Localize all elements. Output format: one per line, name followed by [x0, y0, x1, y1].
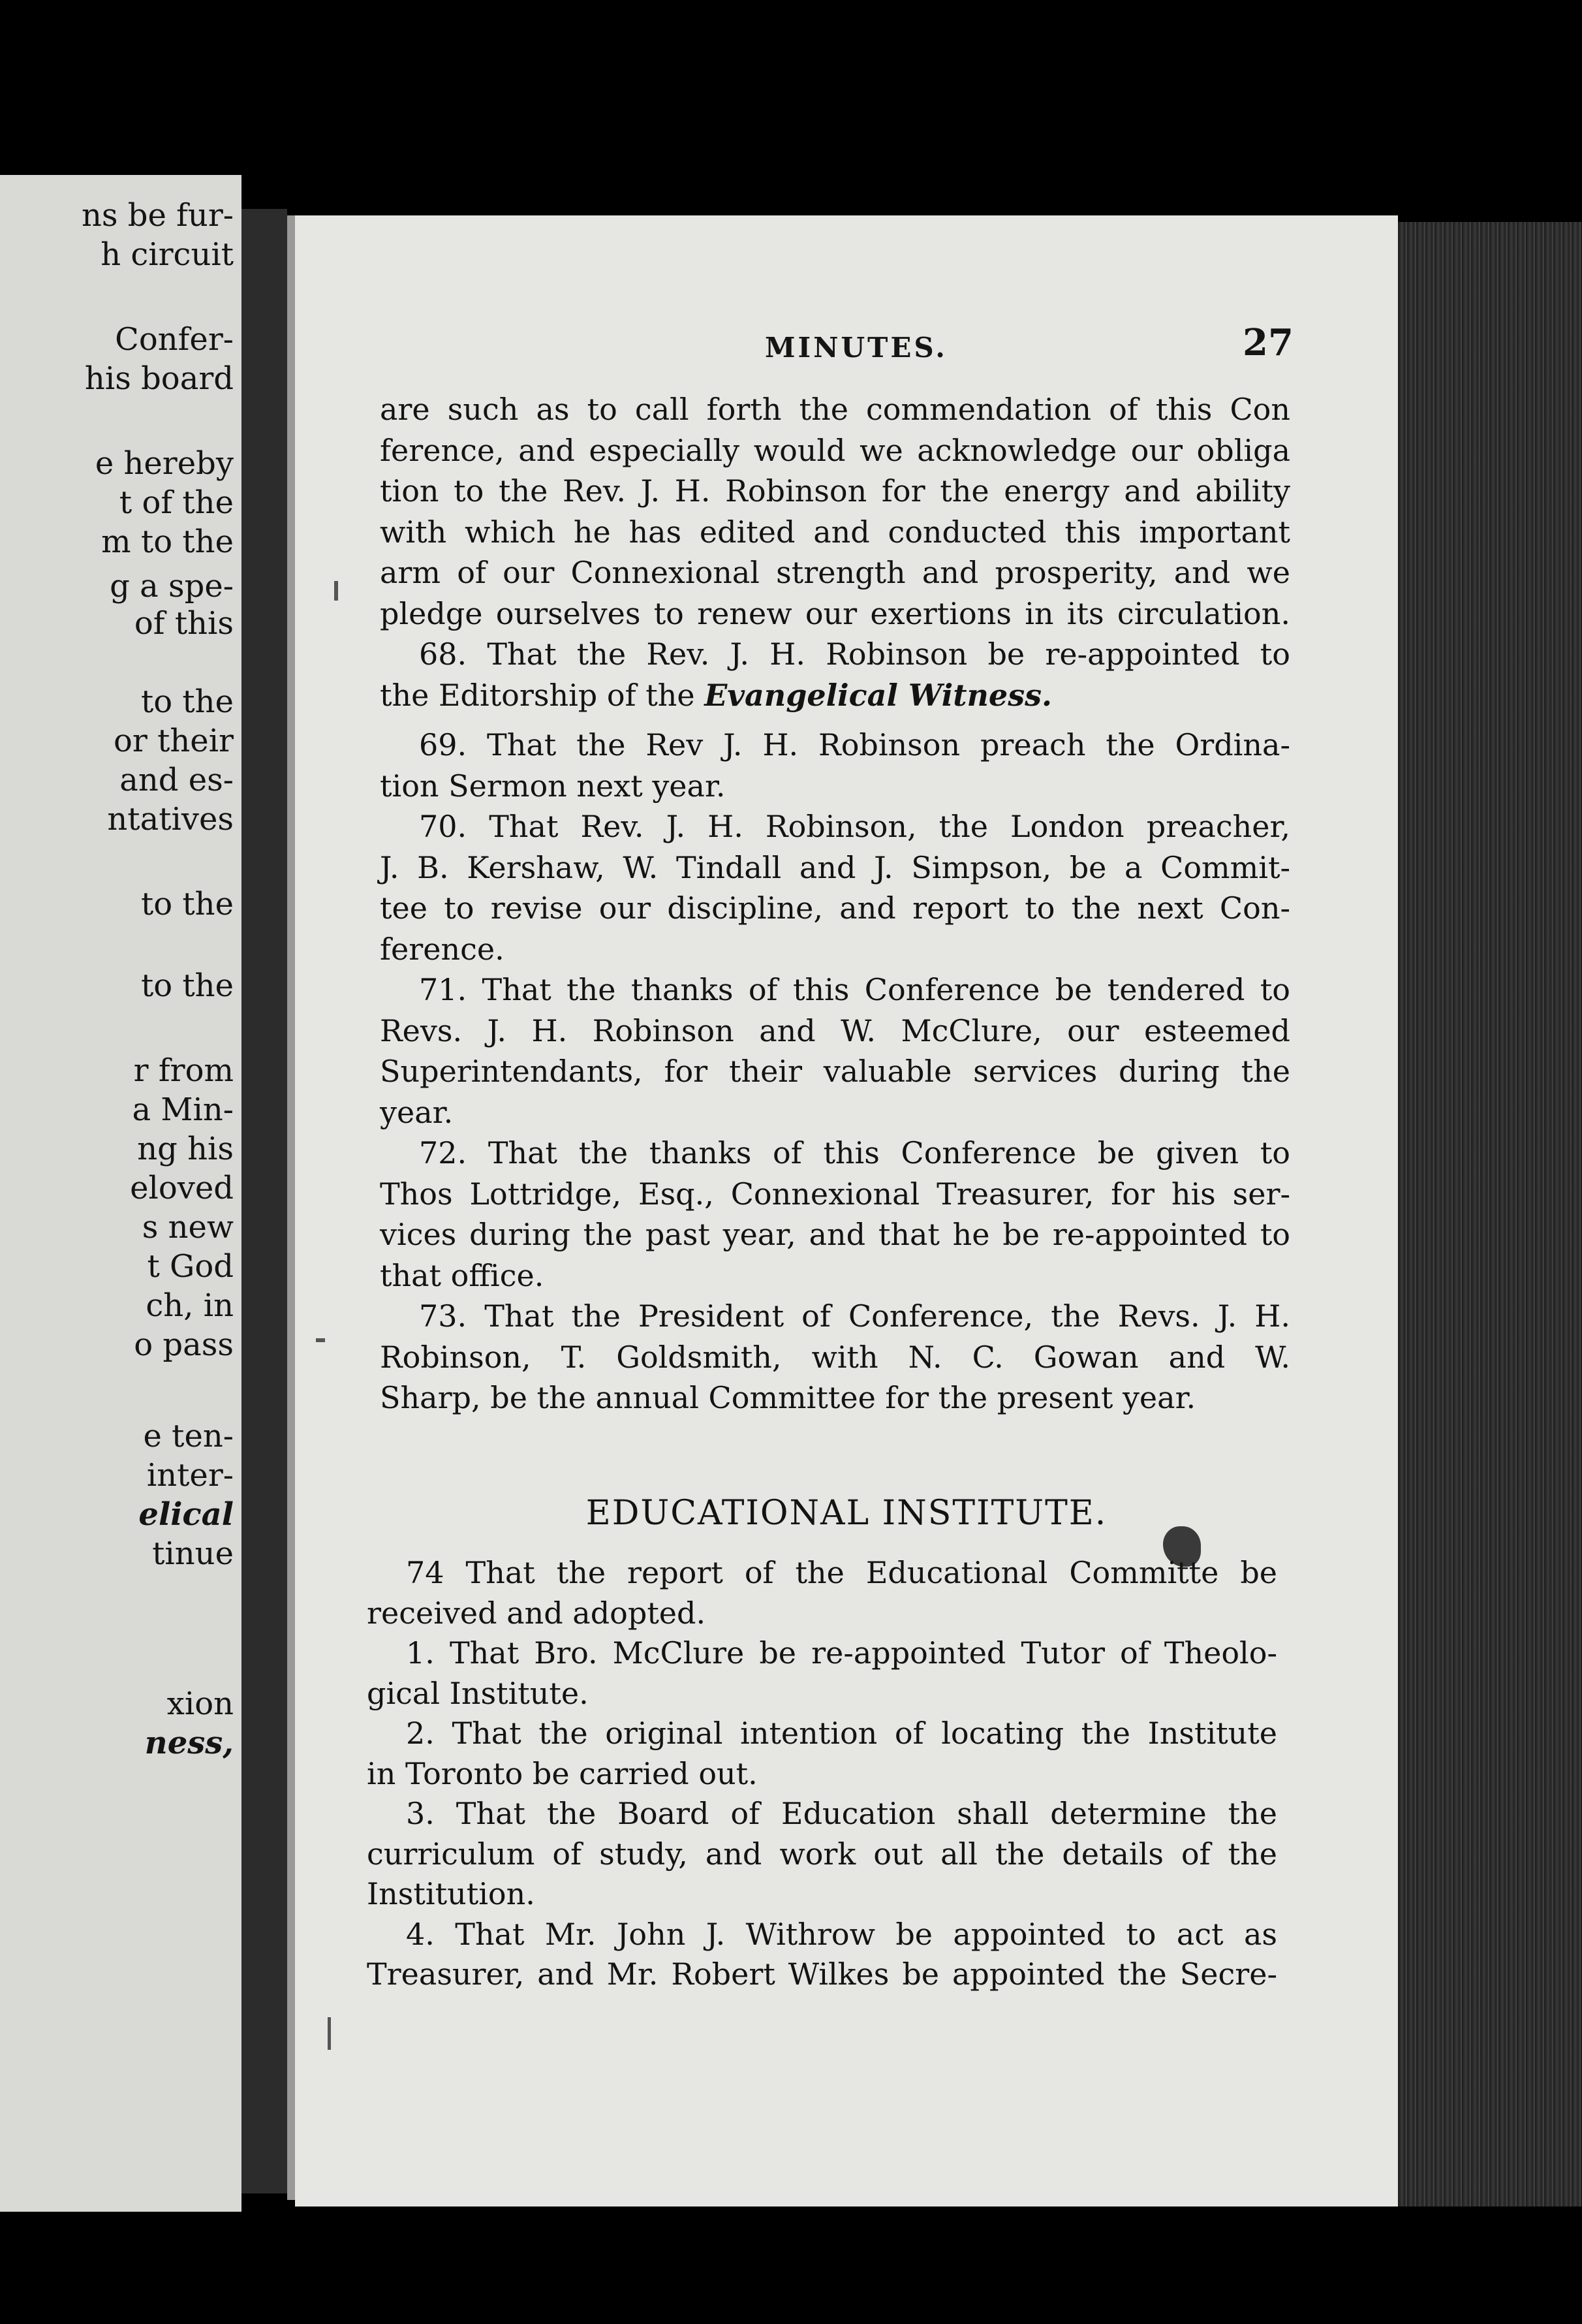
- body-line: tion Sermon next year.: [380, 768, 726, 804]
- facing-page-line: ness,: [144, 1725, 234, 1761]
- body-line: 71. That the thanks of this Conference be tendered to: [419, 972, 1290, 1007]
- facing-page-line: of this: [134, 605, 234, 642]
- education-line: in Toronto be carried out.: [367, 1756, 758, 1791]
- facing-page-line: e ten-: [143, 1418, 234, 1454]
- stray-mark: [316, 1338, 325, 1342]
- body-line: Revs. J. H. Robinson and W. McClure, our esteemed: [380, 1013, 1290, 1048]
- facing-page-line: to the: [140, 683, 234, 720]
- education-line: Treasurer, and Mr. Robert Wilkes be appointed the Secre-: [367, 1956, 1277, 1992]
- facing-page-line: his board: [84, 360, 234, 397]
- facing-page-line: t of the: [119, 484, 234, 521]
- body-line: Sharp, be the annual Committee for the present year.: [380, 1380, 1196, 1415]
- body-line: tee to revise our discipline, and report to the next Con-: [380, 890, 1290, 926]
- stray-mark: [328, 2017, 331, 2050]
- facing-page-line: eloved: [130, 1170, 234, 1206]
- body-line: 69. That the Rev J. H. Robinson preach the Ordina-: [419, 727, 1290, 762]
- page-number: 27: [1243, 321, 1294, 364]
- facing-page-line: g a spe-: [110, 568, 234, 605]
- facing-page-line: Confer-: [115, 321, 234, 358]
- facing-page-line: and es-: [119, 762, 234, 798]
- body-line: with which he has edited and conducted this important: [380, 514, 1290, 550]
- periodical-title: Evangelical Witness.: [704, 678, 1053, 713]
- facing-page-line: to the: [140, 886, 234, 922]
- running-head: MINUTES.: [765, 332, 948, 364]
- body-line: 72. That the thanks of this Conference be given to: [419, 1135, 1290, 1170]
- education-line: 4. That Mr. John J. Withrow be appointed to act as: [406, 1917, 1277, 1952]
- body-line: 73. That the President of Conference, the Revs. J. H.: [419, 1298, 1290, 1334]
- body-line: Thos Lottridge, Esq., Connexional Treasurer, for his ser-: [380, 1176, 1290, 1212]
- facing-page-line: inter-: [146, 1457, 234, 1494]
- facing-page-line: xion: [166, 1686, 234, 1722]
- facing-page-line: s new: [142, 1209, 234, 1246]
- education-line: 1. That Bro. McClure be re-appointed Tutor of Theolo-: [406, 1635, 1277, 1671]
- body-line: ference.: [380, 932, 504, 967]
- body-line: tion to the Rev. J. H. Robinson for the energy and ability: [380, 473, 1290, 509]
- facing-page-line: a Min-: [132, 1091, 234, 1128]
- facing-page-line: o pass: [134, 1327, 234, 1363]
- body-line: 70. That Rev. J. H. Robinson, the London preacher,: [419, 809, 1290, 844]
- education-line: 2. That the original intention of locating the Institute: [406, 1716, 1277, 1751]
- education-line: gical Institute.: [367, 1676, 589, 1711]
- facing-page-line: elical: [138, 1496, 234, 1533]
- facing-page-line: m to the: [101, 524, 234, 560]
- education-line: Institution.: [367, 1876, 535, 1911]
- book-page-edges: [1398, 222, 1582, 2206]
- education-line: 74 That the report of the Educational Committe be: [406, 1555, 1277, 1590]
- facing-page-fragment: [0, 175, 241, 2212]
- body-line: ference, and especially would we acknowledge our obliga: [380, 433, 1290, 468]
- body-line: Robinson, T. Goldsmith, with N. C. Gowan and W.: [380, 1340, 1290, 1375]
- facing-page-line: ns be fur-: [81, 197, 234, 234]
- education-line: 3. That the Board of Education shall determine the: [406, 1796, 1277, 1831]
- facing-page-line: ntatives: [107, 801, 234, 838]
- education-line: received and adopted.: [367, 1595, 706, 1631]
- body-line: 68. That the Rev. J. H. Robinson be re-appointed to: [419, 636, 1290, 672]
- facing-page-line: t God: [147, 1248, 234, 1285]
- facing-page-line: h circuit: [101, 236, 234, 273]
- body-line: arm of our Connexional strength and prosperity, and we: [380, 555, 1290, 590]
- body-line: vices during the past year, and that he be re-appointed to: [380, 1217, 1290, 1252]
- facing-page-line: ch, in: [146, 1287, 234, 1324]
- section-heading: EDUCATIONAL INSTITUTE.: [585, 1494, 1108, 1533]
- body-line: year.: [380, 1095, 454, 1130]
- page-27: [295, 215, 1398, 2206]
- facing-page-line: or their: [113, 723, 234, 759]
- body-line: J. B. Kershaw, W. Tindall and J. Simpson, be a Commit-: [380, 850, 1290, 885]
- stray-mark: [334, 581, 338, 601]
- body-line: pledge ourselves to renew our exertions in its circulation.: [380, 596, 1290, 631]
- body-line: Superintendants, for their valuable services during the: [380, 1054, 1290, 1089]
- facing-page-line: e hereby: [95, 445, 234, 482]
- facing-page-line: r from: [133, 1052, 234, 1089]
- education-line: curriculum of study, and work out all the details of the: [367, 1836, 1277, 1872]
- body-line: are such as to call forth the commendation of this Con: [380, 392, 1290, 427]
- facing-page-line: to the: [140, 967, 234, 1004]
- facing-page-line: tinue: [152, 1535, 234, 1572]
- gutter-shadow: [241, 209, 287, 2193]
- body-line: that office.: [380, 1258, 544, 1293]
- facing-page-line: ng his: [137, 1131, 234, 1167]
- body-line: the Editorship of the Evangelical Witness.: [380, 678, 1053, 713]
